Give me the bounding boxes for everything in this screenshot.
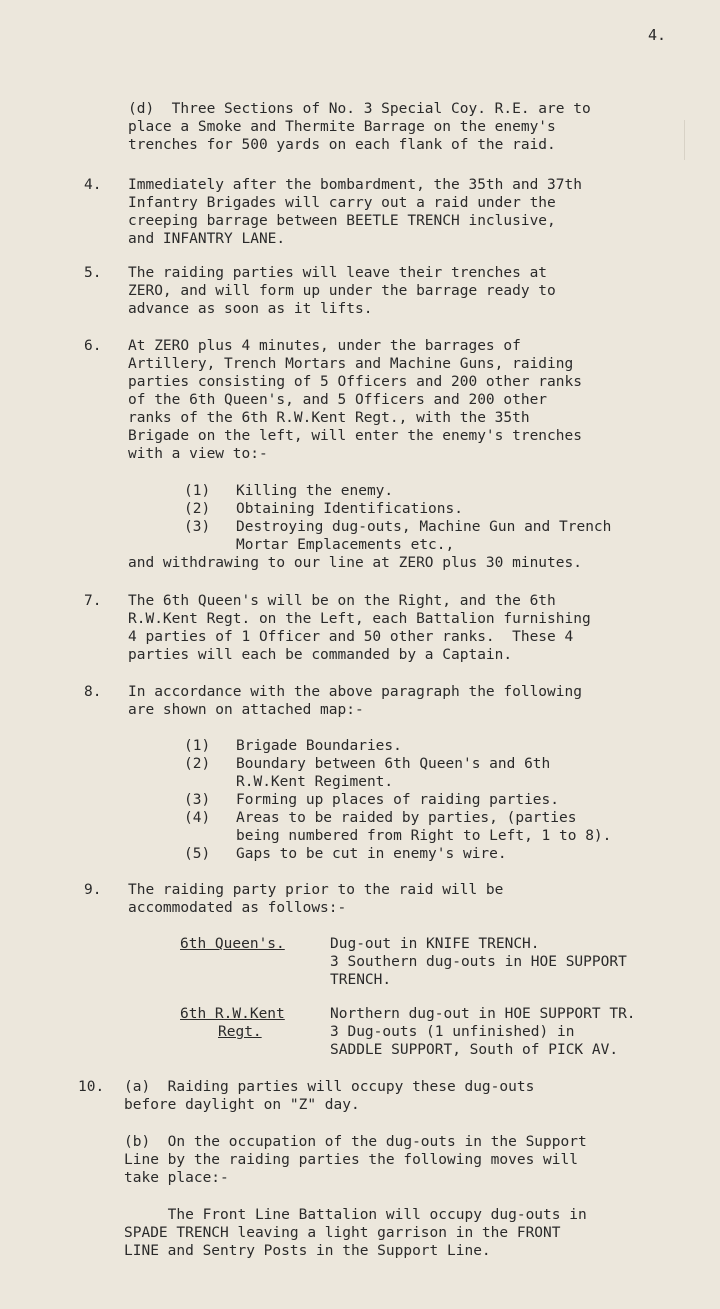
para-7-line-2: R.W.Kent Regt. on the Left, each Battalion furnishing [128, 611, 591, 627]
para-6-number: 6. [84, 338, 102, 354]
unit-rwkent-line-3: SADDLE SUPPORT, South of PICK AV. [330, 1042, 619, 1058]
para-8-item-4-text-1: Areas to be raided by parties, (parties [236, 810, 577, 826]
para-5-line-3: advance as soon as it lifts. [128, 301, 373, 317]
unit-rwkent-label-2: Regt. [218, 1024, 262, 1040]
para-6-item-3-text-1: Destroying dug-outs, Machine Gun and Trench [236, 519, 612, 535]
para-6-item-2-text: Obtaining Identifications. [236, 501, 463, 517]
para-6-line-5: ranks of the 6th R.W.Kent Regt., with the 35th [128, 410, 530, 426]
para-3d-line-1: (d) Three Sections of No. 3 Special Coy. R.E. are to [128, 101, 591, 117]
para-8-item-4-text-2: being numbered from Right to Left, 1 to 8). [236, 828, 612, 844]
unit-queens-line-2: 3 Southern dug-outs in HOE SUPPORT [330, 954, 627, 970]
para-8-item-1-text: Brigade Boundaries. [236, 738, 402, 754]
para-8-line-1: In accordance with the above paragraph the following [128, 684, 582, 700]
para-6-item-1-text: Killing the enemy. [236, 483, 394, 499]
para-7-line-4: parties will each be commanded by a Captain. [128, 647, 513, 663]
para-3d-line-3: trenches for 500 yards on each flank of the raid. [128, 137, 556, 153]
unit-rwkent-label-1: 6th R.W.Kent [180, 1006, 285, 1022]
para-7-number: 7. [84, 593, 102, 609]
para-8-item-2-text-1: Boundary between 6th Queen's and 6th [236, 756, 551, 772]
para-6-line-3: parties consisting of 5 Officers and 200 other ranks [128, 374, 582, 390]
unit-queens-label: 6th Queen's. [180, 936, 285, 952]
para-6-item-2-number: (2) [184, 501, 211, 517]
para-4-line-3: creeping barrage between BEETLE TRENCH inclusive, [128, 213, 556, 229]
para-5-line-2: ZERO, and will form up under the barrage ready to [128, 283, 556, 299]
para-8-item-1-number: (1) [184, 738, 211, 754]
para-6-line-2: Artillery, Trench Mortars and Machine Guns, raiding [128, 356, 574, 372]
para-6-closing: and withdrawing to our line at ZERO plus 30 minutes. [128, 555, 582, 571]
para-10c-line-2: SPADE TRENCH leaving a light garrison in the FRONT [124, 1225, 561, 1241]
unit-queens-line-1: Dug-out in KNIFE TRENCH. [330, 936, 540, 952]
unit-queens-line-3: TRENCH. [330, 972, 392, 988]
para-4-line-1: Immediately after the bombardment, the 35th and 37th [128, 177, 582, 193]
para-8-item-5-text: Gaps to be cut in enemy's wire. [236, 846, 507, 862]
para-8-item-3-number: (3) [184, 792, 211, 808]
para-6-line-1: At ZERO plus 4 minutes, under the barrages of [128, 338, 521, 354]
page-edge-mark [684, 120, 715, 160]
para-4-line-2: Infantry Brigades will carry out a raid under the [128, 195, 556, 211]
para-6-item-1-number: (1) [184, 483, 211, 499]
para-3d-line-2: place a Smoke and Thermite Barrage on the enemy's [128, 119, 556, 135]
para-9-line-1: The raiding party prior to the raid will be [128, 882, 504, 898]
para-10b-line-1: (b) On the occupation of the dug-outs in the Support [124, 1134, 587, 1150]
para-9-number: 9. [84, 882, 102, 898]
para-4-number: 4. [84, 177, 102, 193]
para-8-item-4-number: (4) [184, 810, 211, 826]
para-10b-line-2: Line by the raiding parties the following moves will [124, 1152, 578, 1168]
para-8-item-2-text-2: R.W.Kent Regiment. [236, 774, 394, 790]
para-10a-line-1: (a) Raiding parties will occupy these dug-outs [124, 1079, 535, 1095]
para-7-line-3: 4 parties of 1 Officer and 50 other ranks. These 4 [128, 629, 574, 645]
para-8-line-2: are shown on attached map:- [128, 702, 364, 718]
para-10c-line-3: LINE and Sentry Posts in the Support Line. [124, 1243, 491, 1259]
unit-rwkent-line-1: Northern dug-out in HOE SUPPORT TR. [330, 1006, 636, 1022]
para-7-line-1: The 6th Queen's will be on the Right, and the 6th [128, 593, 556, 609]
para-6-line-6: Brigade on the left, will enter the enemy's trenches [128, 428, 582, 444]
para-6-item-3-text-2: Mortar Emplacements etc., [236, 537, 455, 553]
para-10b-line-3: take place:- [124, 1170, 229, 1186]
para-8-item-3-text: Forming up places of raiding parties. [236, 792, 560, 808]
para-5-number: 5. [84, 265, 102, 281]
page-number: 4. [648, 26, 667, 44]
para-9-line-2: accommodated as follows:- [128, 900, 347, 916]
para-6-line-4: of the 6th Queen's, and 5 Officers and 200 other [128, 392, 548, 408]
para-6-line-7: with a view to:- [128, 446, 268, 462]
para-10a-line-2: before daylight on "Z" day. [124, 1097, 360, 1113]
para-10-number: 10. [78, 1079, 105, 1095]
para-10c-line-1: The Front Line Battalion will occupy dug-outs in [124, 1207, 587, 1223]
para-8-item-5-number: (5) [184, 846, 211, 862]
para-8-number: 8. [84, 684, 102, 700]
para-6-item-3-number: (3) [184, 519, 211, 535]
para-4-line-4: and INFANTRY LANE. [128, 231, 286, 247]
para-5-line-1: The raiding parties will leave their trenches at [128, 265, 548, 281]
para-8-item-2-number: (2) [184, 756, 211, 772]
unit-rwkent-line-2: 3 Dug-outs (1 unfinished) in [330, 1024, 575, 1040]
